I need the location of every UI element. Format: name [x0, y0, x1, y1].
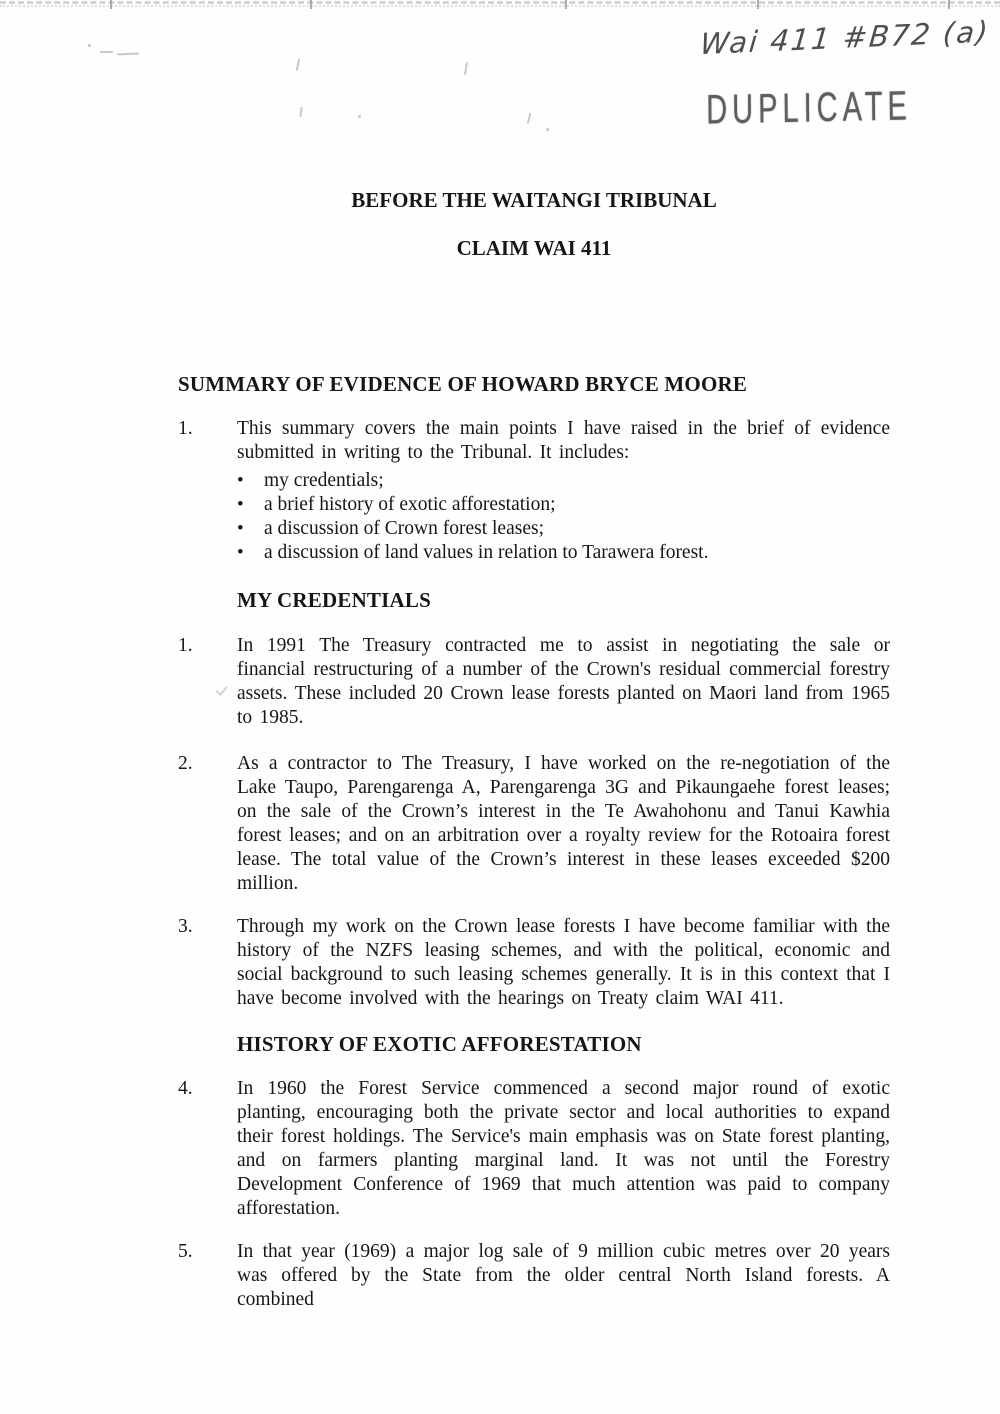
numbered-paragraph [178, 1240, 890, 1312]
bullet-item [237, 469, 890, 493]
paragraph-number: 4. [178, 1078, 193, 1099]
bullet-item [237, 541, 890, 565]
numbered-paragraph [178, 1077, 890, 1221]
document-title: SUMMARY OF EVIDENCE OF HOWARD BRYCE MOORE [178, 372, 748, 396]
document-body [178, 0, 890, 1312]
bullet-icon: • [237, 494, 244, 515]
paragraph-text: This summary covers the main points I have raised in the brief of evidence submitted in writing to the Tribunal. It includes: [237, 418, 890, 463]
bullet-text: a discussion of Crown forest leases; [264, 518, 544, 539]
paragraph-number: 2. [178, 753, 193, 774]
bullet-text: my credentials; [264, 470, 384, 491]
section-heading-history-of-exotic-afforestation: HISTORY OF EXOTIC AFFORESTATION [237, 1032, 642, 1056]
scan-tick-artifact [948, 0, 950, 9]
scan-tick-artifact [110, 0, 112, 9]
numbered-paragraph [178, 752, 890, 896]
paragraph-number: 1. [178, 635, 193, 656]
paragraph-number: 5. [178, 1241, 193, 1262]
handwritten-claim-reference: Wai 411 #B72 (a) [698, 14, 992, 62]
paragraph-text: In 1991 The Treasury contracted me to assist in negotiating the sale or financial restructuring of a number of the Crown's residual commercial forestry assets. These included 20 Crown lease forests planted on Maori land from 1965 to 1985. [237, 635, 890, 728]
bullet-icon: • [237, 470, 244, 491]
paragraph-text: In 1960 the Forest Service commenced a second major round of exotic planting, encouraging both the private sector and local authorities to expand their forest holdings. The Service's main emphasis was on State forest planting, and on farmers planting marginal land. It was not until the Forestry Development Conference of 1969 that much attention was paid to company afforestation. [237, 1078, 890, 1219]
scan-smudge-artifact [100, 51, 113, 53]
bullet-text: a brief history of exotic afforestation; [264, 494, 556, 515]
numbered-paragraph [178, 915, 890, 1011]
bullet-text: a discussion of land values in relation to Tarawera forest. [264, 542, 709, 563]
scan-smudge-artifact [88, 44, 91, 47]
paragraph-number: 3. [178, 916, 193, 937]
claim-heading: CLAIM WAI 411 [456, 236, 612, 260]
paragraph-text: As a contractor to The Treasury, I have worked on the re-negotiation of the Lake Taupo, Parengarenga A, Parengarenga 3G and Pikaungaehe forest leases; on the sale of the Crown’s interest in the Te Awahohonu and Tanui Kawhia forest leases; and on an arbitration over a royalty review for the Rotoaira forest lease. The total value of the Crown’s interest in these leases exceeded $200 million. [237, 753, 890, 894]
numbered-paragraph [178, 634, 890, 730]
paragraph-text: Through my work on the Crown lease forests I have become familiar with the history of the NZFS leasing schemes, and with the political, economic and social background to such leasing schemes generally. It is in this context that I have become involved with the hearings on Treaty claim WAI 411. [237, 916, 890, 1009]
tribunal-heading: BEFORE THE WAITANGI TRIBUNAL [351, 188, 717, 212]
intro-paragraph [178, 417, 890, 465]
bullet-icon: • [237, 518, 244, 539]
paragraph-number: 1. [178, 418, 193, 439]
paragraph-text: In that year (1969) a major log sale of 9 million cubic metres over 20 years was offered by the State from the older central North Island forests. A combined [237, 1241, 890, 1310]
bullet-item [237, 493, 890, 517]
bullet-item [237, 517, 890, 541]
intro-bullet-list [237, 469, 890, 565]
duplicate-stamp: DUPLICATE [706, 83, 913, 134]
bullet-icon: • [237, 542, 244, 563]
section-heading-my-credentials: MY CREDENTIALS [237, 588, 431, 612]
scan-smudge-artifact [117, 53, 139, 56]
